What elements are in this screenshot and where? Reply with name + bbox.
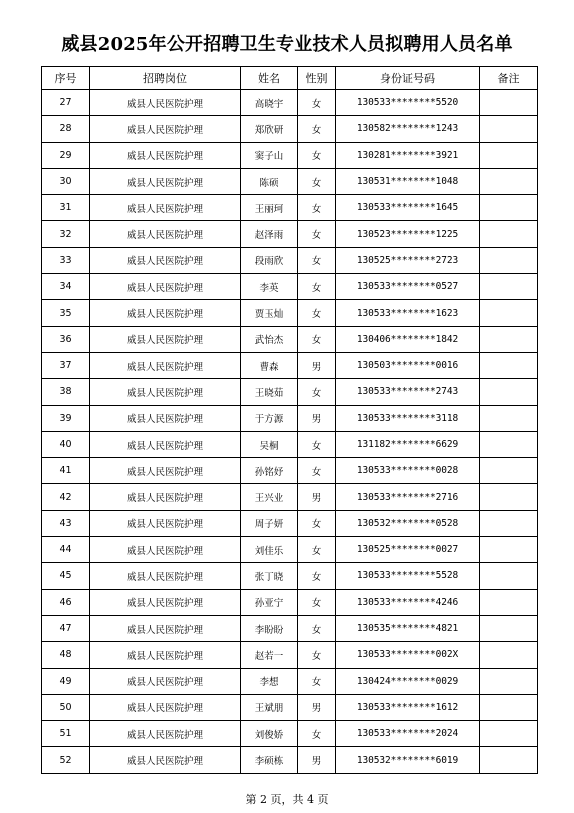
cell-position: 威县人民医院护理 (90, 274, 241, 300)
cell-id-number: 130533********1623 (336, 300, 480, 326)
cell-gender: 男 (298, 405, 336, 431)
cell-position: 威县人民医院护理 (90, 537, 241, 563)
table-row (42, 405, 538, 431)
cell-remarks (480, 484, 538, 510)
cell-name: 张丁晓 (241, 563, 298, 589)
cell-name: 李硕栋 (241, 747, 298, 773)
cell-name: 武怡杰 (241, 326, 298, 352)
cell-index: 41 (42, 458, 90, 484)
cell-id-number: 130533********3118 (336, 405, 480, 431)
cell-remarks (480, 589, 538, 615)
cell-remarks (480, 300, 538, 326)
cell-id-number: 130531********1048 (336, 168, 480, 194)
cell-id-number: 130533********2716 (336, 484, 480, 510)
table-row (42, 537, 538, 563)
table-row (42, 694, 538, 720)
cell-gender: 女 (298, 247, 336, 273)
cell-remarks (480, 431, 538, 457)
table-row (42, 484, 538, 510)
page-title: 威县2025年公开招聘卫生专业技术人员拟聘用人员名单 (61, 34, 513, 55)
cell-id-number: 130535********4821 (336, 615, 480, 641)
table-row (42, 431, 538, 457)
cell-name: 贾玉灿 (241, 300, 298, 326)
table-header (42, 67, 538, 90)
cell-index: 48 (42, 642, 90, 668)
cell-gender: 女 (298, 510, 336, 536)
cell-index: 28 (42, 116, 90, 142)
cell-index: 39 (42, 405, 90, 431)
cell-position: 威县人民医院护理 (90, 168, 241, 194)
cell-gender: 女 (298, 168, 336, 194)
table-row (42, 326, 538, 352)
cell-position: 威县人民医院护理 (90, 90, 241, 116)
table-row (42, 721, 538, 747)
cell-position: 威县人民医院护理 (90, 379, 241, 405)
cell-name: 刘佳乐 (241, 537, 298, 563)
cell-gender: 女 (298, 221, 336, 247)
table-row (42, 274, 538, 300)
header-position: 招聘岗位 (90, 67, 241, 90)
cell-remarks (480, 247, 538, 273)
cell-id-number: 130533********0527 (336, 274, 480, 300)
cell-name: 吴桐 (241, 431, 298, 457)
cell-gender: 女 (298, 642, 336, 668)
cell-gender: 女 (298, 274, 336, 300)
cell-index: 37 (42, 352, 90, 378)
cell-name: 陈硕 (241, 168, 298, 194)
cell-gender: 女 (298, 589, 336, 615)
cell-gender: 男 (298, 484, 336, 510)
cell-position: 威县人民医院护理 (90, 326, 241, 352)
cell-remarks (480, 90, 538, 116)
cell-name: 王斌朋 (241, 694, 298, 720)
cell-index: 42 (42, 484, 90, 510)
cell-position: 威县人民医院护理 (90, 431, 241, 457)
cell-gender: 女 (298, 458, 336, 484)
cell-index: 36 (42, 326, 90, 352)
cell-index: 34 (42, 274, 90, 300)
table-row (42, 247, 538, 273)
cell-index: 45 (42, 563, 90, 589)
header-remarks: 备注 (480, 67, 538, 90)
table-row (42, 379, 538, 405)
cell-name: 王晓茹 (241, 379, 298, 405)
cell-id-number: 130533********1645 (336, 195, 480, 221)
cell-id-number: 130533********2743 (336, 379, 480, 405)
cell-id-number: 130532********0528 (336, 510, 480, 536)
cell-name: 曹森 (241, 352, 298, 378)
table-row (42, 90, 538, 116)
table-row (42, 300, 538, 326)
cell-position: 威县人民医院护理 (90, 405, 241, 431)
cell-id-number: 130525********2723 (336, 247, 480, 273)
cell-index: 31 (42, 195, 90, 221)
table-row (42, 642, 538, 668)
cell-name: 于方源 (241, 405, 298, 431)
cell-name: 郑欣研 (241, 116, 298, 142)
cell-position: 威县人民医院护理 (90, 563, 241, 589)
cell-id-number: 130533********5528 (336, 563, 480, 589)
cell-index: 33 (42, 247, 90, 273)
cell-index: 32 (42, 221, 90, 247)
cell-index: 51 (42, 721, 90, 747)
cell-gender: 女 (298, 195, 336, 221)
cell-gender: 女 (298, 300, 336, 326)
cell-position: 威县人民医院护理 (90, 142, 241, 168)
cell-id-number: 130503********0016 (336, 352, 480, 378)
cell-id-number: 130532********6019 (336, 747, 480, 773)
cell-remarks (480, 615, 538, 641)
cell-remarks (480, 747, 538, 773)
cell-id-number: 130533********0028 (336, 458, 480, 484)
cell-index: 38 (42, 379, 90, 405)
cell-position: 威县人民医院护理 (90, 221, 241, 247)
cell-remarks (480, 142, 538, 168)
cell-gender: 男 (298, 694, 336, 720)
cell-name: 周子妍 (241, 510, 298, 536)
cell-remarks (480, 326, 538, 352)
cell-name: 王丽珂 (241, 195, 298, 221)
table-row (42, 589, 538, 615)
cell-name: 李英 (241, 274, 298, 300)
cell-id-number: 130523********1225 (336, 221, 480, 247)
cell-id-number: 130533********002X (336, 642, 480, 668)
cell-id-number: 130582********1243 (336, 116, 480, 142)
roster-table (41, 66, 538, 774)
cell-index: 52 (42, 747, 90, 773)
table-row (42, 195, 538, 221)
cell-name: 赵泽雨 (241, 221, 298, 247)
cell-gender: 男 (298, 747, 336, 773)
cell-name: 王兴业 (241, 484, 298, 510)
cell-index: 50 (42, 694, 90, 720)
cell-id-number: 130281********3921 (336, 142, 480, 168)
cell-remarks (480, 642, 538, 668)
cell-gender: 女 (298, 563, 336, 589)
cell-gender: 女 (298, 142, 336, 168)
table-row (42, 510, 538, 536)
cell-remarks (480, 563, 538, 589)
cell-index: 43 (42, 510, 90, 536)
cell-name: 孙亚宁 (241, 589, 298, 615)
cell-gender: 女 (298, 537, 336, 563)
cell-gender: 女 (298, 116, 336, 142)
cell-position: 威县人民医院护理 (90, 116, 241, 142)
page-number: 第 2 页，共 4 页 (245, 793, 329, 806)
cell-id-number: 130533********1612 (336, 694, 480, 720)
cell-gender: 女 (298, 379, 336, 405)
header-name: 姓名 (241, 67, 298, 90)
table-row (42, 563, 538, 589)
cell-index: 27 (42, 90, 90, 116)
cell-position: 威县人民医院护理 (90, 747, 241, 773)
cell-id-number: 130406********1842 (336, 326, 480, 352)
table-body (42, 90, 538, 774)
cell-id-number: 130533********4246 (336, 589, 480, 615)
cell-remarks (480, 694, 538, 720)
cell-position: 威县人民医院护理 (90, 589, 241, 615)
cell-index: 29 (42, 142, 90, 168)
cell-remarks (480, 510, 538, 536)
cell-position: 威县人民医院护理 (90, 458, 241, 484)
cell-remarks (480, 537, 538, 563)
cell-remarks (480, 221, 538, 247)
cell-name: 刘俊娇 (241, 721, 298, 747)
cell-id-number: 130424********0029 (336, 668, 480, 694)
cell-remarks (480, 274, 538, 300)
table-row (42, 615, 538, 641)
table-row (42, 142, 538, 168)
header-index: 序号 (42, 67, 90, 90)
cell-remarks (480, 721, 538, 747)
cell-position: 威县人民医院护理 (90, 642, 241, 668)
cell-index: 30 (42, 168, 90, 194)
cell-index: 44 (42, 537, 90, 563)
cell-name: 段雨欣 (241, 247, 298, 273)
header-gender: 性别 (298, 67, 336, 90)
cell-index: 35 (42, 300, 90, 326)
cell-name: 李盼盼 (241, 615, 298, 641)
table-row (42, 458, 538, 484)
cell-id-number: 131182********6629 (336, 431, 480, 457)
cell-index: 46 (42, 589, 90, 615)
table-row (42, 352, 538, 378)
cell-name: 窦子山 (241, 142, 298, 168)
cell-gender: 女 (298, 615, 336, 641)
table-row (42, 668, 538, 694)
cell-remarks (480, 668, 538, 694)
cell-remarks (480, 168, 538, 194)
cell-name: 高晓宇 (241, 90, 298, 116)
cell-position: 威县人民医院护理 (90, 721, 241, 747)
cell-index: 40 (42, 431, 90, 457)
cell-position: 威县人民医院护理 (90, 668, 241, 694)
cell-remarks (480, 116, 538, 142)
cell-remarks (480, 405, 538, 431)
cell-gender: 女 (298, 90, 336, 116)
cell-position: 威县人民医院护理 (90, 510, 241, 536)
cell-remarks (480, 195, 538, 221)
cell-gender: 女 (298, 326, 336, 352)
cell-name: 孙铭妤 (241, 458, 298, 484)
cell-id-number: 130533********5520 (336, 90, 480, 116)
cell-gender: 女 (298, 431, 336, 457)
cell-index: 47 (42, 615, 90, 641)
table-row (42, 116, 538, 142)
cell-position: 威县人民医院护理 (90, 484, 241, 510)
cell-id-number: 130525********0027 (336, 537, 480, 563)
table-row (42, 221, 538, 247)
cell-name: 李想 (241, 668, 298, 694)
cell-position: 威县人民医院护理 (90, 195, 241, 221)
cell-gender: 男 (298, 352, 336, 378)
cell-position: 威县人民医院护理 (90, 694, 241, 720)
table-row (42, 747, 538, 773)
cell-position: 威县人民医院护理 (90, 300, 241, 326)
table-row (42, 168, 538, 194)
header-id-number: 身份证号码 (336, 67, 480, 90)
header-row (42, 67, 538, 90)
cell-remarks (480, 458, 538, 484)
cell-remarks (480, 379, 538, 405)
cell-position: 威县人民医院护理 (90, 352, 241, 378)
cell-id-number: 130533********2024 (336, 721, 480, 747)
cell-gender: 女 (298, 721, 336, 747)
cell-index: 49 (42, 668, 90, 694)
cell-name: 赵若一 (241, 642, 298, 668)
cell-gender: 女 (298, 668, 336, 694)
cell-remarks (480, 352, 538, 378)
cell-position: 威县人民医院护理 (90, 615, 241, 641)
cell-position: 威县人民医院护理 (90, 247, 241, 273)
